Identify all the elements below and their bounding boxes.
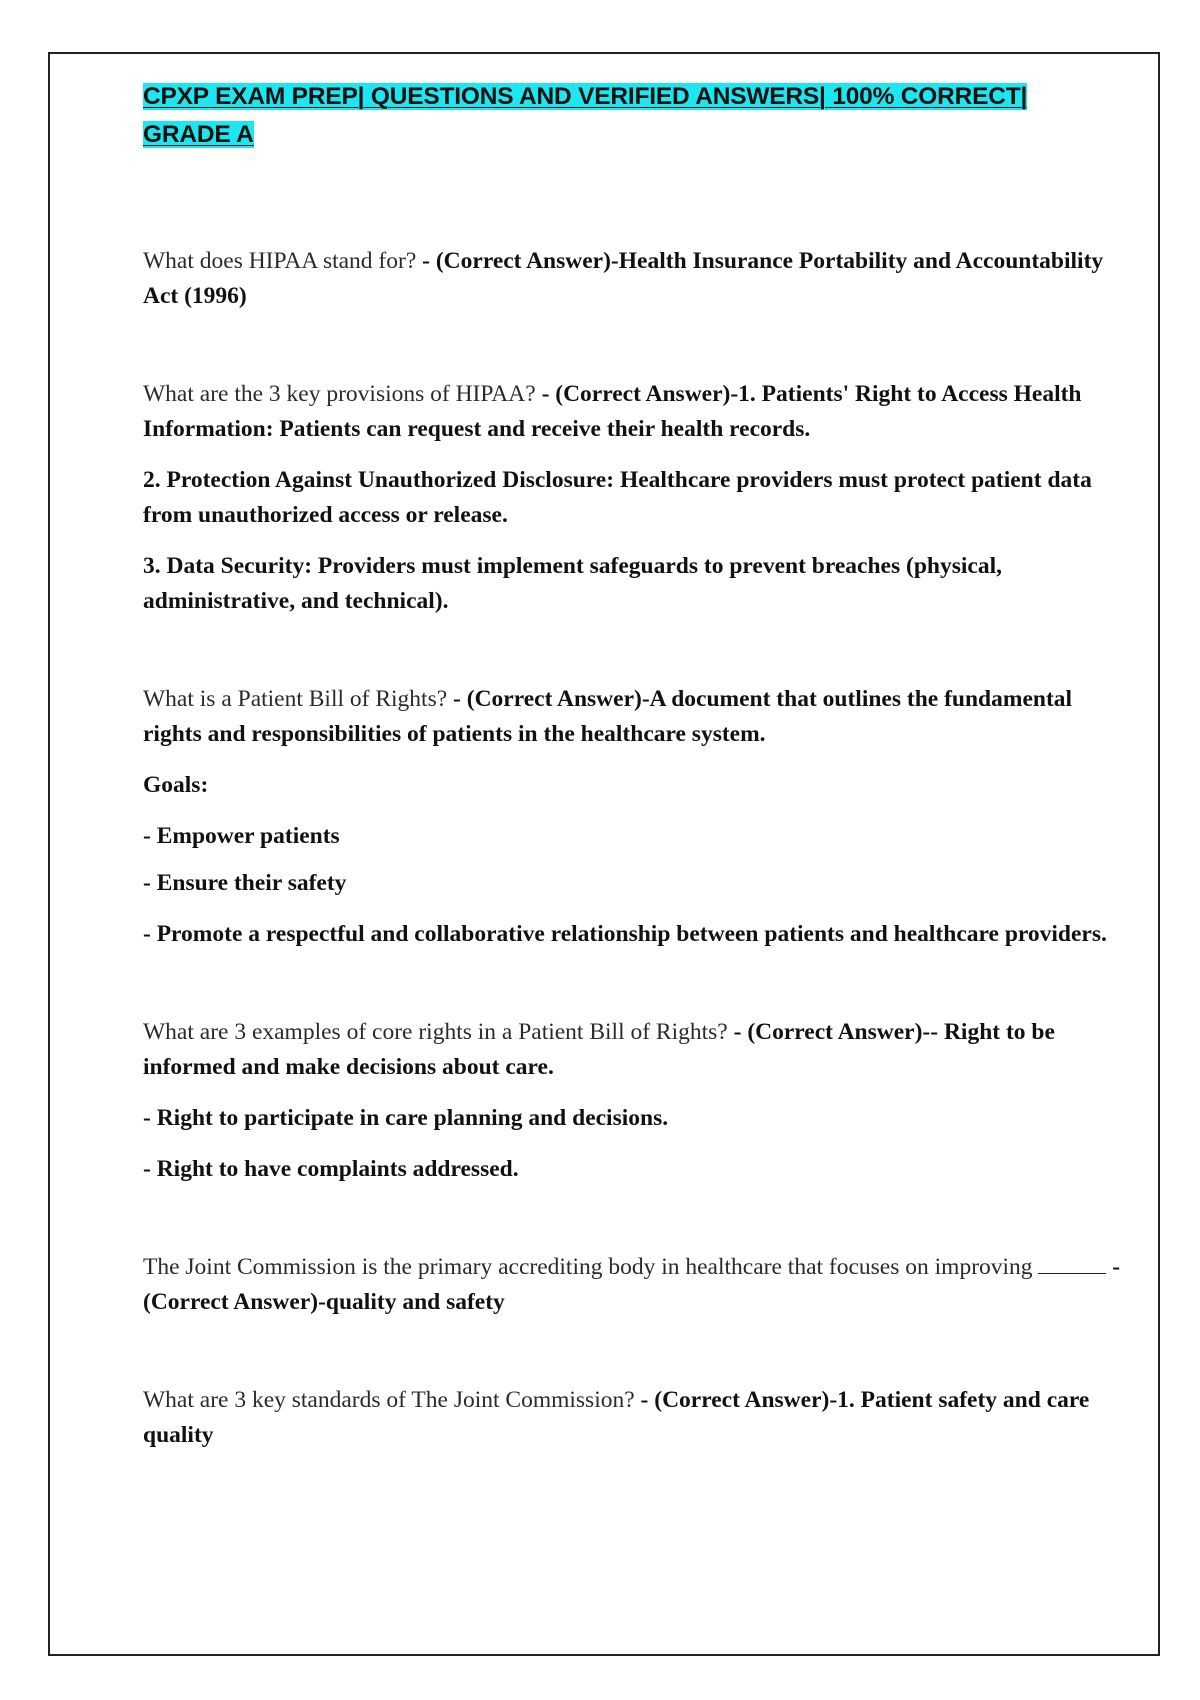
page-content xyxy=(143,78,1123,1453)
qa-item xyxy=(143,1015,1123,1187)
answer-line: 3. Data Security: Providers must implement safeguards to prevent breaches (physical, administrative, and technical). xyxy=(143,553,1002,614)
answer-text: - (Correct Answer)-1. Patient safety and care quality xyxy=(143,1387,1090,1448)
question-text: The Joint Commission is the primary accrediting body in healthcare that focuses on improving xyxy=(143,1254,1033,1280)
answer-line: - Promote a respectful and collaborative relationship between patients and healthcare providers. xyxy=(143,921,1107,947)
document-title xyxy=(143,78,1123,154)
answer-text: - (Correct Answer)-Health Insurance Portability and Accountability Act (1996) xyxy=(143,248,1104,309)
title-line-1: CPXP EXAM PREP| QUESTIONS AND VERIFIED ANSWERS| 100% CORRECT| xyxy=(143,83,1028,110)
qa-item xyxy=(143,682,1123,952)
answer-text: - (Correct Answer)-1. Patients' Right to Access Health Information: Patients can request and receive their health records. xyxy=(143,381,1082,442)
answer-line: 2. Protection Against Unauthorized Disclosure: Healthcare providers must protect patient data from unauthorized access or release. xyxy=(143,467,1092,528)
qa-item xyxy=(143,1250,1123,1320)
qa-item xyxy=(143,244,1123,314)
answer-text: - (Correct Answer)-- Right to be informed and make decisions about care. xyxy=(143,1019,1055,1080)
answer-text: - (Correct Answer)-quality and safety xyxy=(143,1254,1121,1315)
answer-text: - (Correct Answer)-A document that outlines the fundamental rights and responsibilities of patients in the healthcare system. xyxy=(143,686,1073,747)
qa-item xyxy=(143,377,1123,619)
question-text: What is a Patient Bill of Rights? xyxy=(143,686,448,712)
title-line-2: GRADE A xyxy=(143,121,254,148)
question-text: What are the 3 key provisions of HIPAA? xyxy=(143,381,536,407)
fill-in-blank xyxy=(1038,1253,1106,1274)
question-text: What are 3 examples of core rights in a Patient Bill of Rights? xyxy=(143,1019,728,1045)
question-text: What are 3 key standards of The Joint Commission? xyxy=(143,1387,635,1413)
answer-line: - Ensure their safety xyxy=(143,870,347,896)
question-text: What does HIPAA stand for? xyxy=(143,248,417,274)
document-page xyxy=(48,52,1160,1656)
answer-line: - Right to have complaints addressed. xyxy=(143,1156,519,1182)
qa-item xyxy=(143,1383,1123,1453)
answer-line: - Right to participate in care planning and decisions. xyxy=(143,1105,669,1131)
answer-line: - Empower patients xyxy=(143,823,340,849)
answer-line: Goals: xyxy=(143,772,209,798)
